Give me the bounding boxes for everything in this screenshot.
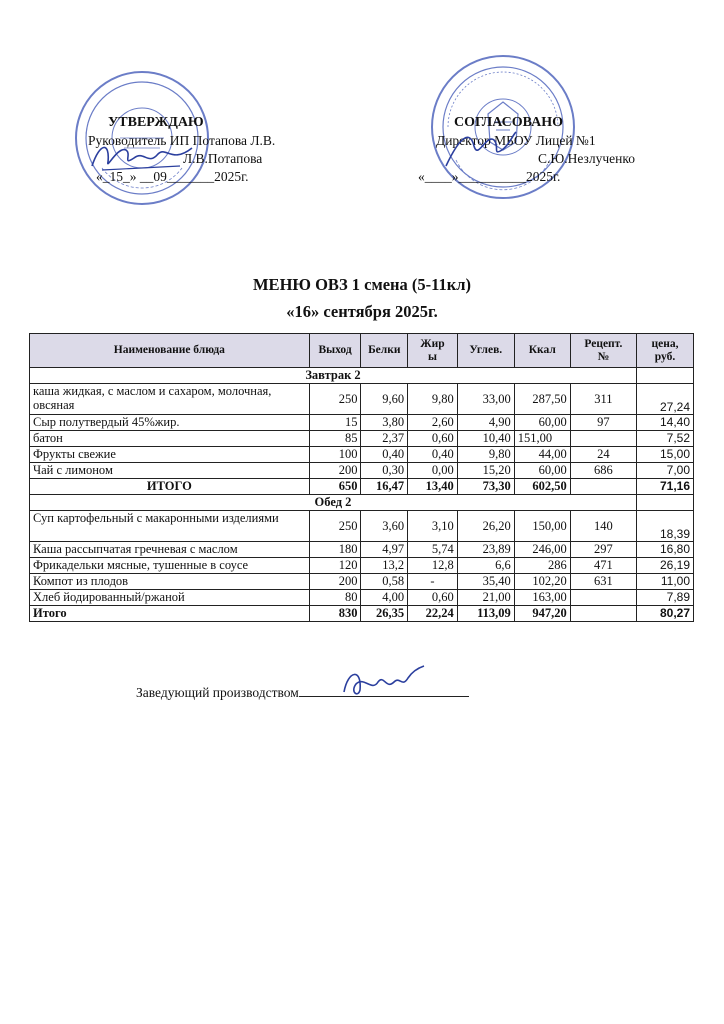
approval-right-title: СОГЛАСОВАНО: [454, 115, 563, 130]
table-row: [30, 447, 694, 463]
dish-carbs: 6,6: [457, 558, 514, 574]
col-header-recipe: [570, 334, 636, 368]
dish-output: 250: [309, 511, 361, 542]
total-price: 71,16: [636, 479, 693, 495]
dish-kcal: 150,00: [514, 511, 570, 542]
dish-name: Сыр полутвердый 45%жир.: [30, 415, 310, 431]
approval-right-role: Директор МБОУ Лицей №1: [436, 133, 596, 148]
col-header-carbs: Углев.: [457, 334, 514, 368]
dish-fat: 5,74: [408, 542, 458, 558]
dish-carbs: 21,00: [457, 590, 514, 606]
dish-carbs: 10,40: [457, 431, 514, 447]
dish-recipe: 311: [570, 384, 636, 415]
total-fat: 22,24: [408, 606, 458, 622]
dish-fat: 0,60: [408, 590, 458, 606]
section-empty-cell: [636, 495, 693, 511]
dish-name: Чай с лимоном: [30, 463, 310, 479]
dish-output: 15: [309, 415, 361, 431]
total-carbs: 73,30: [457, 479, 514, 495]
footer-signature: [338, 662, 428, 702]
dish-fat: 0,00: [408, 463, 458, 479]
table-row: [30, 590, 694, 606]
dish-recipe: 631: [570, 574, 636, 590]
dish-output: 120: [309, 558, 361, 574]
col-header-kcal: Ккал: [514, 334, 570, 368]
table-row: [30, 415, 694, 431]
dish-kcal: 286: [514, 558, 570, 574]
dish-price: 16,80: [636, 542, 693, 558]
dish-output: 250: [309, 384, 361, 415]
total-row-lunch: [30, 606, 694, 622]
dish-kcal: 287,50: [514, 384, 570, 415]
table-header-row: [30, 334, 694, 368]
dish-fat: 9,80: [408, 384, 458, 415]
dish-name: Фрикадельки мясные, тушенные в соусе: [30, 558, 310, 574]
col-header-price: [636, 334, 693, 368]
dish-recipe: 297: [570, 542, 636, 558]
section-label-lunch: Обед 2: [30, 495, 637, 511]
dish-protein: 2,37: [361, 431, 408, 447]
dish-recipe: [570, 590, 636, 606]
col-header-fat: [408, 334, 458, 368]
col-header-price-2: руб.: [654, 350, 676, 363]
dish-kcal: 163,00: [514, 590, 570, 606]
approval-right-name: С.Ю.Незлученко: [538, 151, 635, 166]
approval-left-role: Руководитель ИП Потапова Л.В.: [88, 133, 276, 148]
total-price: 80,27: [636, 606, 693, 622]
dish-kcal: 246,00: [514, 542, 570, 558]
approval-left-name: Л.В.Потапова: [183, 151, 263, 166]
dish-output: 85: [309, 431, 361, 447]
section-row-lunch: [30, 495, 694, 511]
total-protein: 26,35: [361, 606, 408, 622]
table-row: [30, 558, 694, 574]
dish-output: 100: [309, 447, 361, 463]
dish-price: 26,19: [636, 558, 693, 574]
dish-carbs: 26,20: [457, 511, 514, 542]
col-header-price-1: цена,: [651, 337, 679, 350]
dish-protein: 3,80: [361, 415, 408, 431]
col-header-protein: Белки: [361, 334, 408, 368]
total-recipe: [570, 606, 636, 622]
menu-table: [29, 333, 694, 622]
dish-price: 7,00: [636, 463, 693, 479]
dish-fat: 0,60: [408, 431, 458, 447]
dish-price: 7,89: [636, 590, 693, 606]
dish-carbs: 33,00: [457, 384, 514, 415]
left-signature: [88, 136, 198, 176]
dish-kcal: 60,00: [514, 463, 570, 479]
dish-fat: 3,10: [408, 511, 458, 542]
table-row: [30, 384, 694, 415]
col-header-name: Наименование блюда: [30, 334, 310, 368]
dish-price: 11,00: [636, 574, 693, 590]
dish-protein: 3,60: [361, 511, 408, 542]
dish-name: Суп картофельный с макаронными изделиями: [30, 511, 310, 542]
dish-name: батон: [30, 431, 310, 447]
dish-recipe: 24: [570, 447, 636, 463]
dish-price: 15,00: [636, 447, 693, 463]
table-row: [30, 431, 694, 447]
footer-label: Заведующий производством: [136, 685, 299, 700]
dish-output: 200: [309, 574, 361, 590]
total-label: Итого: [30, 606, 310, 622]
dish-name: Хлеб йодированный/ржаной: [30, 590, 310, 606]
dish-carbs: 15,20: [457, 463, 514, 479]
col-header-fat-2: ы: [427, 350, 437, 363]
dish-carbs: 23,89: [457, 542, 514, 558]
dish-fat: 12,8: [408, 558, 458, 574]
total-carbs: 113,09: [457, 606, 514, 622]
dish-kcal: 102,20: [514, 574, 570, 590]
col-header-recipe-2: №: [597, 350, 610, 363]
approval-right-date: «____»__________2025г.: [418, 169, 561, 184]
total-recipe: [570, 479, 636, 495]
total-kcal: 947,20: [514, 606, 570, 622]
total-output: 830: [309, 606, 361, 622]
dish-price: 27,24: [636, 384, 693, 415]
dish-protein: 0,30: [361, 463, 408, 479]
menu-title: МЕНЮ ОВЗ 1 смена (5-11кл): [252, 275, 472, 294]
dish-name: Компот из плодов: [30, 574, 310, 590]
dish-recipe: 140: [570, 511, 636, 542]
approval-left-date: «_15_» __09_______2025г.: [96, 169, 249, 184]
dish-recipe: 97: [570, 415, 636, 431]
right-signature: [440, 126, 520, 172]
approval-left-title: УТВЕРЖДАЮ: [108, 115, 204, 130]
dish-protein: 4,97: [361, 542, 408, 558]
dish-fat: 2,60: [408, 415, 458, 431]
dish-price: 7,52: [636, 431, 693, 447]
dish-output: 200: [309, 463, 361, 479]
dish-kcal: 60,00: [514, 415, 570, 431]
dish-carbs: 4,90: [457, 415, 514, 431]
dish-price: 14,40: [636, 415, 693, 431]
dish-recipe: 471: [570, 558, 636, 574]
section-row-breakfast: [30, 368, 694, 384]
dish-kcal: 151,00: [514, 431, 570, 447]
dish-fat: -: [408, 574, 458, 590]
section-empty-cell: [636, 368, 693, 384]
total-label: ИТОГО: [30, 479, 310, 495]
dish-protein: 13,2: [361, 558, 408, 574]
dish-protein: 9,60: [361, 384, 408, 415]
col-header-output: Выход: [309, 334, 361, 368]
dish-kcal: 44,00: [514, 447, 570, 463]
total-kcal: 602,50: [514, 479, 570, 495]
dish-protein: 4,00: [361, 590, 408, 606]
menu-date: «16» сентября 2025г.: [286, 302, 438, 321]
dish-recipe: [570, 431, 636, 447]
dish-carbs: 9,80: [457, 447, 514, 463]
dish-protein: 0,58: [361, 574, 408, 590]
col-header-recipe-1: Рецепт.: [584, 337, 623, 350]
table-row: [30, 511, 694, 542]
dish-protein: 0,40: [361, 447, 408, 463]
table-row: [30, 542, 694, 558]
dish-price: 18,39: [636, 511, 693, 542]
dish-output: 80: [309, 590, 361, 606]
dish-name: каша жидкая, с маслом и сахаром, молочная, овсяная: [30, 384, 310, 415]
dish-output: 180: [309, 542, 361, 558]
section-label-breakfast: Завтрак 2: [30, 368, 637, 384]
dish-carbs: 35,40: [457, 574, 514, 590]
table-row: [30, 574, 694, 590]
total-protein: 16,47: [361, 479, 408, 495]
dish-name: Фрукты свежие: [30, 447, 310, 463]
dish-fat: 0,40: [408, 447, 458, 463]
col-header-fat-1: Жир: [420, 337, 445, 350]
dish-recipe: 686: [570, 463, 636, 479]
dish-name: Каша рассыпчатая гречневая с маслом: [30, 542, 310, 558]
table-row: [30, 463, 694, 479]
total-output: 650: [309, 479, 361, 495]
total-row-breakfast: [30, 479, 694, 495]
total-fat: 13,40: [408, 479, 458, 495]
